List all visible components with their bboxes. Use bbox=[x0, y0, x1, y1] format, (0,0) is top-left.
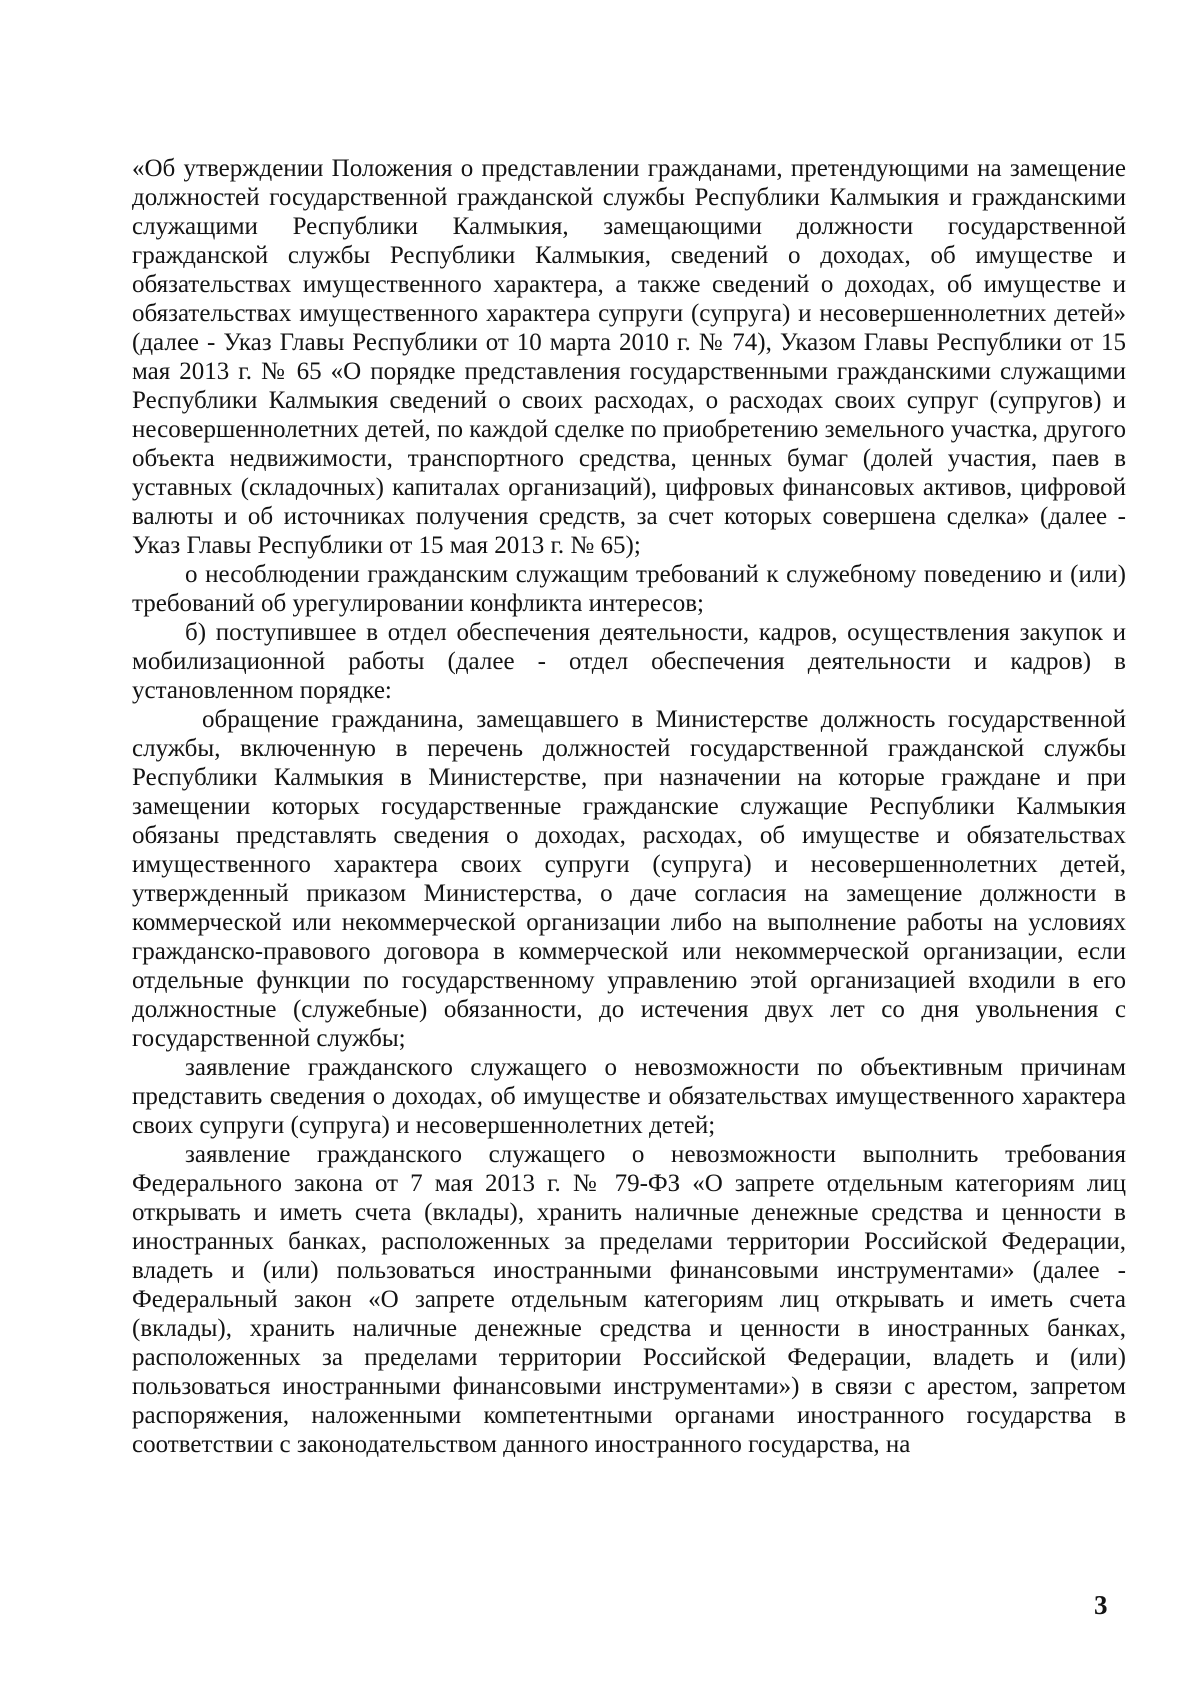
paragraph-statement-federal-law: заявление гражданского служащего о невозможности выполнить требования Федерального закона от 7 мая 2013 г. № 79-ФЗ «О запрете отдельным категориям лиц открывать и иметь счета (вклады), хранить наличные денежные средства и ценности в иностранных банках, расположенных за пределами территории Российской Федерации, владеть и (или) пользоваться иностранными финансовыми инструментами» (далее - Федеральный закон «О запрете отдельным категориям лиц открывать и иметь счета (вклады), хранить наличные денежные средства и ценности в иностранных банках, расположенных за пределами территории Российской Федерации, владеть и (или) пользоваться иностранными финансовыми инструментами») в связи с арестом, запретом распоряжения, наложенными компетентными органами иностранного государства в соответствии с законодательством данного иностранного государства, на bbox=[132, 1141, 1126, 1458]
paragraph-item-b: б) поступившее в отдел обеспечения деятельности, кадров, осуществления закупок и мобилизационной работы (далее - отдел обеспечения деятельности и кадров) в установленном порядке: bbox=[132, 619, 1126, 704]
document-body bbox=[132, 154, 1126, 1459]
paragraph-statement-impossibility-info: заявление гражданского служащего о невозможности по объективным причинам представить сведения о доходах, об имуществе и обязательствах имущественного характера своих супруги (супруга) и несовершеннолетних детей; bbox=[132, 1054, 1126, 1139]
paragraph-nonobservance: о несоблюдении гражданским служащим требований к служебному поведению и (или) требований об урегулировании конфликта интересов; bbox=[132, 561, 1126, 617]
paragraph-citizen-appeal: обращение гражданина, замещавшего в Министерстве должность государственной службы, включенную в перечень должностей государственной гражданской службы Республики Калмыкия в Министерстве, при назначении на которые граждане и при замещении которых государственные гражданские служащие Республики Калмыкия обязаны представлять сведения о доходах, расходах, об имуществе и обязательствах имущественного характера своих супруги (супруга) и несовершеннолетних детей, утвержденный приказом Министерства, о даче согласия на замещение должности в коммерческой или некоммерческой организации либо на выполнение работы на условиях гражданско-правового договора в коммерческой или некоммерческой организации, если отдельные функции по государственному управлению этой организацией входили в его должностные (служебные) обязанности, до истечения двух лет со дня увольнения с государственной службы; bbox=[132, 706, 1126, 1052]
paragraph-decree-reference: «Об утверждении Положения о представлении гражданами, претендующими на замещение должностей государственной гражданской службы Республики Калмыкия и гражданскими служащими Республики Калмыкия, замещающими должности государственной гражданской службы Республики Калмыкия, сведений о доходах, об имуществе и обязательствах имущественного характера, а также сведений о доходах, об имуществе и обязательствах имущественного характера супруги (супруга) и несовершеннолетних детей» (далее - Указ Главы Республики от 10 марта 2010 г. № 74), Указом Главы Республики от 15 мая 2013 г. № 65 «О порядке представления государственными гражданскими служащими Республики Калмыкия сведений о своих расходах, о расходах своих супруг (супругов) и несовершеннолетних детей, по каждой сделке по приобретению земельного участка, другого объекта недвижимости, транспортного средства, ценных бумаг (долей участия, паев в уставных (складочных) капиталах организаций), цифровых финансовых активов, цифровой валюты и об источниках получения средств, за счет которых совершена сделка» (далее - Указ Главы Республики от 15 мая 2013 г. № 65); bbox=[132, 155, 1126, 559]
page-number: 3 bbox=[1094, 1590, 1108, 1620]
